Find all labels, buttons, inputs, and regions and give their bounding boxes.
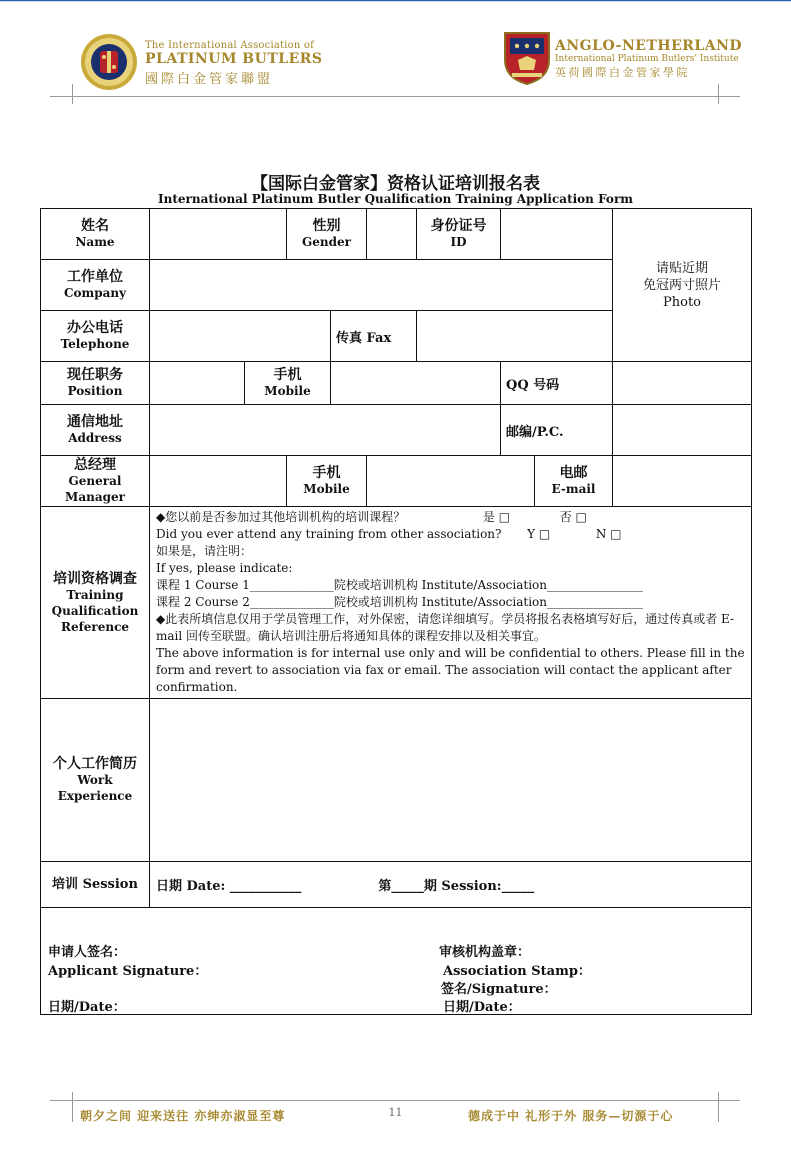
session-field[interactable]: [150, 862, 752, 908]
anglo-line2: International Platinum Butlers' Institute: [555, 54, 739, 64]
date-left[interactable]: 日期/Date：: [48, 1000, 126, 1015]
iapb-line3: 國際白金管家聯盟: [145, 72, 274, 87]
application-form-table: [40, 208, 752, 1015]
if-yes-en: If yes, please indicate:: [156, 561, 293, 575]
training-question-en: Did you ever attend any training from other association? Y □ N □: [156, 527, 622, 541]
applicant-sign-en[interactable]: Applicant Signature：: [48, 964, 208, 979]
name-label: 姓名 Name: [41, 209, 150, 260]
course2-line[interactable]: 课程 2 Course 2______________院校或培训机构 Institute/Association________________: [156, 595, 643, 609]
address-field[interactable]: [150, 405, 501, 456]
anglo-netherland-logo-text: [555, 38, 742, 80]
date-right[interactable]: 日期/Date：: [443, 1000, 521, 1015]
gm-label: 总经理 General Manager: [41, 456, 150, 507]
if-yes-cn: 如果是，请注明：: [156, 544, 253, 558]
qq-label: QQ 号码: [501, 362, 613, 405]
page-number: 11: [388, 1106, 403, 1119]
gm-field[interactable]: [150, 456, 287, 507]
training-question-cn: ◆您以前是否参加过其他培训机构的培训课程？ 是 □ 否 □: [156, 510, 587, 524]
gender-field[interactable]: [367, 209, 417, 260]
qq-field[interactable]: [613, 362, 752, 405]
yes-checkbox-en[interactable]: Y □: [527, 527, 551, 541]
session-period[interactable]: 第_____期 Session:_____: [378, 879, 535, 894]
photo-box[interactable]: 请贴近期 免冠两寸照片 Photo: [613, 209, 752, 362]
id-label: 身份证号 ID: [417, 209, 501, 260]
association-signature[interactable]: 签名/Signature：: [441, 982, 557, 997]
privacy-note-cn: ◆此表所填信息仅用于学员管理工作，对外保密，请您详细填写。学员将报名表格填写好后，通过传真或者 E-mail 回传至联盟。确认培训注册后将通知具体的课程安排以及相关事宜。: [156, 612, 735, 643]
anglo-line1: ANGLO-NETHERLAND: [555, 38, 743, 54]
session-date[interactable]: 日期 Date: ___________: [156, 879, 302, 894]
header-rule: [50, 96, 740, 97]
work-experience-label: 个人工作简历 Work Experience: [41, 699, 150, 862]
mobile-label: 手机 Mobile: [245, 362, 331, 405]
iapb-line2: PLATINUM BUTLERS: [145, 51, 323, 67]
id-field[interactable]: [501, 209, 613, 260]
form-title-en: International Platinum Butler Qualification Training Application Form: [158, 192, 633, 206]
iapb-seal-logo: [80, 33, 138, 91]
privacy-note-en: The above information is for internal use only and will be confidential to others. Please fill in the form and revert to association via fax or email. The association will contact the applicant after confirmation.: [156, 646, 745, 694]
telephone-field[interactable]: [150, 311, 331, 362]
fax-field[interactable]: [417, 311, 613, 362]
stamp-en[interactable]: Association Stamp：: [443, 964, 591, 979]
gm-mobile-field[interactable]: [367, 456, 535, 507]
course1-line[interactable]: 课程 1 Course 1______________院校或培训机构 Institute/Association________________: [156, 578, 643, 592]
fax-label: 传真 Fax: [331, 311, 417, 362]
telephone-label: 办公电话 Telephone: [41, 311, 150, 362]
name-field[interactable]: [150, 209, 287, 260]
anglo-netherland-shield-logo: [502, 30, 552, 86]
iapb-logo-text: [145, 40, 323, 87]
header-tick-right: [718, 84, 719, 104]
postcode-label: 邮编/P.C.: [501, 405, 613, 456]
company-label: 工作单位 Company: [41, 260, 150, 311]
company-field[interactable]: [150, 260, 613, 311]
iapb-line1: The International Association of: [145, 40, 314, 51]
stamp-cn: 审核机构盖章：: [439, 945, 531, 960]
gm-mobile-label: 手机 Mobile: [287, 456, 367, 507]
no-checkbox-cn[interactable]: 否 □: [559, 510, 587, 524]
session-label: 培训 Session: [41, 862, 150, 908]
page-top-border: [0, 0, 791, 4]
training-ref-content: [150, 507, 752, 699]
anglo-line3: 英荷國際白金管家學院: [555, 66, 690, 79]
gender-label: 性别 Gender: [287, 209, 367, 260]
form-title-cn: 【国际白金管家】资格认证培训报名表: [251, 174, 540, 194]
mobile-field[interactable]: [331, 362, 501, 405]
footer-motto-left: 朝夕之间 迎来送往 亦绅亦淑显至尊: [80, 1109, 286, 1123]
training-ref-label: 培训资格调查 Training Qualification Reference: [41, 507, 150, 699]
no-checkbox-en[interactable]: N □: [595, 527, 622, 541]
yes-checkbox-cn[interactable]: 是 □: [482, 510, 511, 524]
position-field[interactable]: [150, 362, 245, 405]
header-tick-left: [72, 84, 73, 104]
footer-rule: [50, 1100, 740, 1101]
position-label: 现任职务 Position: [41, 362, 150, 405]
signature-area: [41, 908, 752, 1015]
footer-motto-right: 德成于中 礼形于外 服务—切源于心: [468, 1109, 674, 1123]
email-label: 电邮 E-mail: [535, 456, 613, 507]
work-experience-field[interactable]: [150, 699, 752, 862]
postcode-field[interactable]: [613, 405, 752, 456]
email-field[interactable]: [613, 456, 752, 507]
applicant-sign-cn: 申请人签名：: [48, 945, 127, 960]
address-label: 通信地址 Address: [41, 405, 150, 456]
